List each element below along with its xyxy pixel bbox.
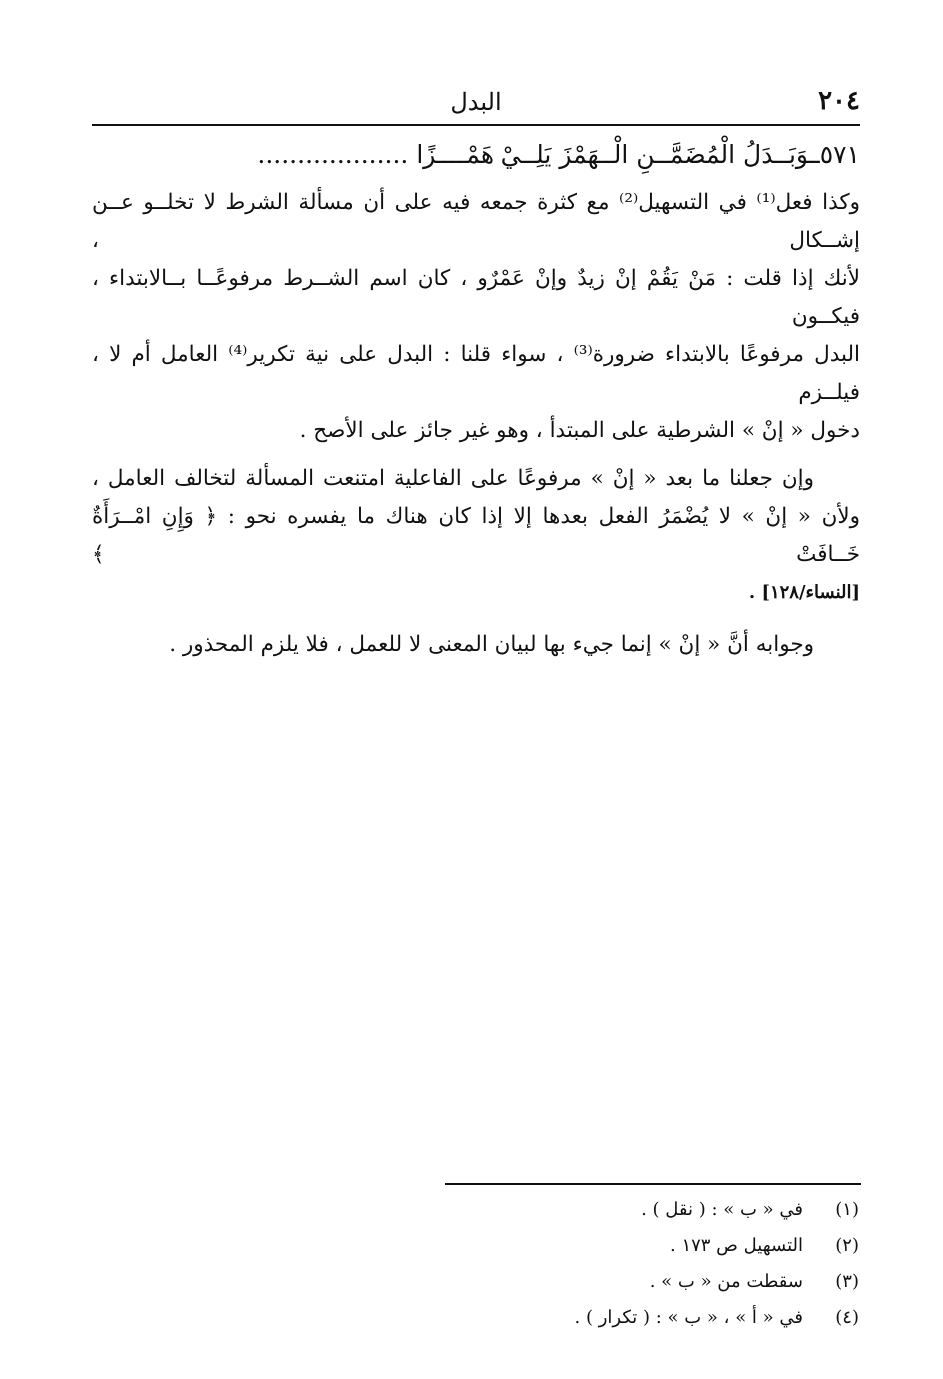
footnote-text: في « أ » ، « ب » : ( تكرار ) . — [574, 1307, 803, 1328]
text-line: وجوابه أنَّ « إنْ » إنما جيء بها لبيان المعنى لا للعمل ، فلا يلزم المحذور . — [169, 632, 814, 657]
footnote-text: التسهيل ص ١٧٣ . — [669, 1235, 803, 1256]
footnote-number: (٤) — [835, 1307, 859, 1328]
page-header — [92, 86, 860, 126]
quran-reference: [النساء/١٢٨] . — [748, 582, 860, 603]
paragraph-3 — [92, 626, 860, 664]
text-line: ولأن « إنْ » لا يُضْمَرُ الفعل بعدها إلا إذا كان هناك ما يفسره نحو : ﴿ وَإِنِ امْــرَأَةٌ خَــافَتْ ﴾ — [92, 504, 861, 567]
footnote-item — [439, 1232, 859, 1268]
footnote-item — [439, 1304, 859, 1340]
header-divider — [92, 124, 860, 126]
text-line: لأنك إذا قلت : مَنْ يَقُمْ إنْ زيدٌ وإنْ عَمْرٌو ، كان اسم الشــرط مرفوعًــا بــالابتداء ، فيكــون — [92, 266, 860, 329]
verse-number: ٥٧١ــ — [805, 140, 860, 169]
paragraph-1 — [92, 184, 860, 450]
footnote-number: (١) — [835, 1199, 859, 1220]
running-title: البدل — [450, 88, 502, 116]
page-number: ٢٠٤ — [818, 86, 860, 116]
paragraph-2 — [92, 460, 860, 612]
verse-first-hemistich: وَبَــدَلُ الْمُضَمَّــنِ الْــهَمْزَ يَلِــيْ — [500, 140, 808, 169]
footnote-number: (٢) — [835, 1235, 859, 1256]
verse-second-hemistich: هَمْــــزًا ................... — [257, 140, 494, 169]
text-line: دخول « إنْ » الشرطية على المبتدأ ، وهو غير جائز على الأصح . — [299, 418, 860, 443]
footnote-text: سقطت من « ب » . — [649, 1271, 803, 1292]
footnotes — [439, 1196, 859, 1340]
footnote-number: (٣) — [835, 1271, 859, 1292]
footnote-item — [439, 1268, 859, 1304]
footnote-divider — [445, 1183, 861, 1185]
footnote-text: في « ب » : ( نقل ) . — [641, 1199, 803, 1220]
text-line: وإن جعلنا ما بعد « إنْ » مرفوعًا على الفاعلية امتنعت المسألة لتخالف العامل ، — [92, 466, 814, 491]
commentary-body — [92, 184, 860, 664]
text-line: وكذا فعل⁽¹⁾ في التسهيل⁽²⁾ مع كثرة جمعه فيه على أن مسألة الشرط لا تخلــو عــن إشــكال ، — [92, 190, 860, 253]
footnote-item — [439, 1196, 859, 1232]
text-line: البدل مرفوعًا بالابتداء ضرورة⁽³⁾ ، سواء قلنا : البدل على نية تكرير⁽⁴⁾ العامل أم لا ، فيلــزم — [92, 342, 860, 405]
verse-line — [92, 140, 860, 180]
